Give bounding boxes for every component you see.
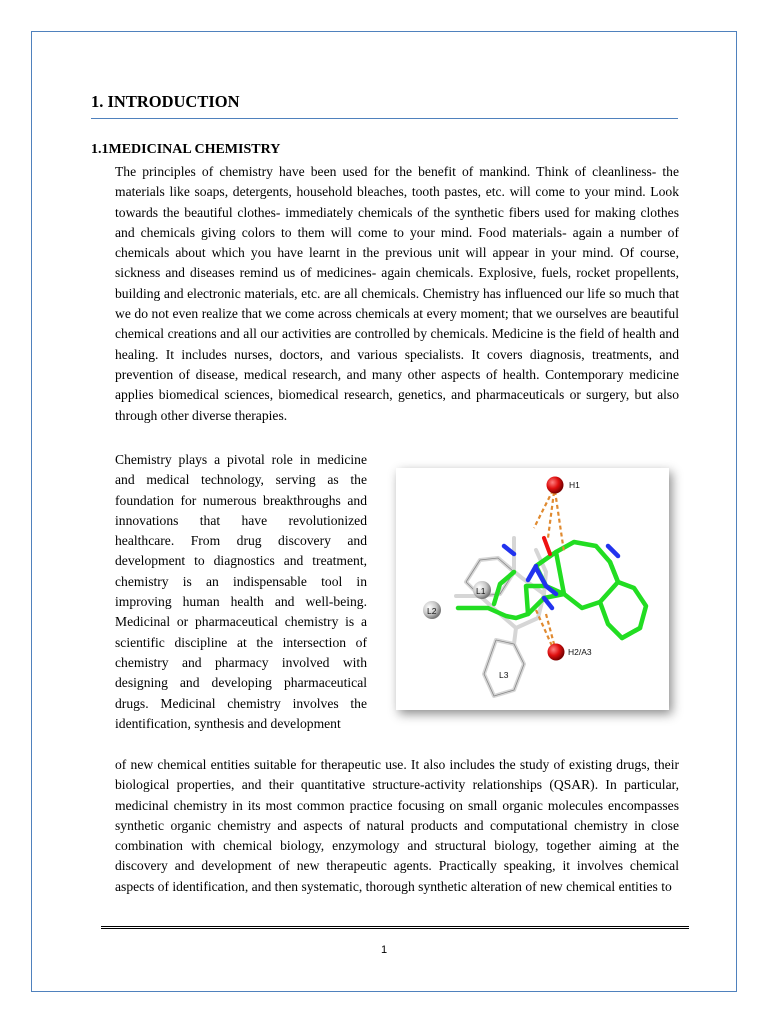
page-number: 1: [380, 944, 388, 956]
heading-rule: [91, 118, 678, 119]
h1-sphere: [547, 477, 564, 494]
pharmacophore-figure: [396, 468, 669, 710]
paragraph-1: The principles of chemistry have been used for the benefit of mankind. Think of cleanliness- the materials like soaps, detergents, household bleaches, tooth pastes, etc. will come to your mind. Look towards the beautiful clothes- immediately chemicals of the synthetic fibers used for making clothes and chemicals giving colors to them will come to your mind. Food materials- again a number of chemicals about which you have learnt in the previous unit will appear in your mind. Of course, sickness and diseases remind us of medicines- again chemicals. Explosive, fuels, rocket propellents, building and electronic materials, etc. are all chemicals. Chemistry has influenced our life so much that we do not even realize that we come across chemicals at every moment; that we ourselves are beautiful chemical creations and all our activities are controlled by chemicals. Medicine is the field of health and healing. It includes nurses, doctors, and various specialists. It covers diagnosis, treatments, and prevention of disease, medical research, and many other aspects of health. Contemporary medicine applies biomedical sciences, biomedical research, genetics, and pharmaceuticals or surgery, but also through other diverse therapies.: [115, 164, 679, 423]
label-l3: L3: [499, 670, 509, 680]
section-heading: 1. INTRODUCTION: [91, 92, 240, 111]
label-h2a3: H2/A3: [568, 647, 592, 657]
label-h1: H1: [569, 480, 580, 490]
h2a3-sphere: [548, 644, 565, 661]
subsection-heading: 1.1MEDICINAL CHEMISTRY: [91, 142, 281, 157]
footer-rule: [101, 926, 689, 929]
molecule-diagram: [396, 468, 669, 710]
label-l2: L2: [427, 606, 437, 616]
oxygen-bond: [544, 538, 550, 554]
paragraph-2-wrapped: Chemistry plays a pivotal role in medicine and medical technology, serving as the foundation for numerous breakthroughs and innovations that have revolutionized healthcare. From drug discovery and development to diagnostics and treatment, chemistry is an indispensable tool in improving human health and well-being. Medicinal or pharmaceutical chemistry is a scientific discipline at the intersection of chemistry and pharmacy involved with designing and developing pharmaceutical drugs. Medicinal chemistry involves the identification, synthesis and development: [115, 452, 367, 731]
label-l1: L1: [476, 586, 486, 596]
paragraph-3: of new chemical entities suitable for therapeutic use. It also includes the study of existing drugs, their biological properties, and their quantitative structure-activity relationships (QSAR). In particular, medicinal chemistry in its most common practice focusing on small organic molecules encompasses synthetic organic chemistry and aspects of natural products and computational chemistry in close combination with chemical biology, enzymology and structural biology, together aiming at the discovery and development of new therapeutic agents. Practically speaking, it involves chemical aspects of identification, and then systematic, thorough synthetic alteration of new chemical entities to: [115, 757, 679, 894]
